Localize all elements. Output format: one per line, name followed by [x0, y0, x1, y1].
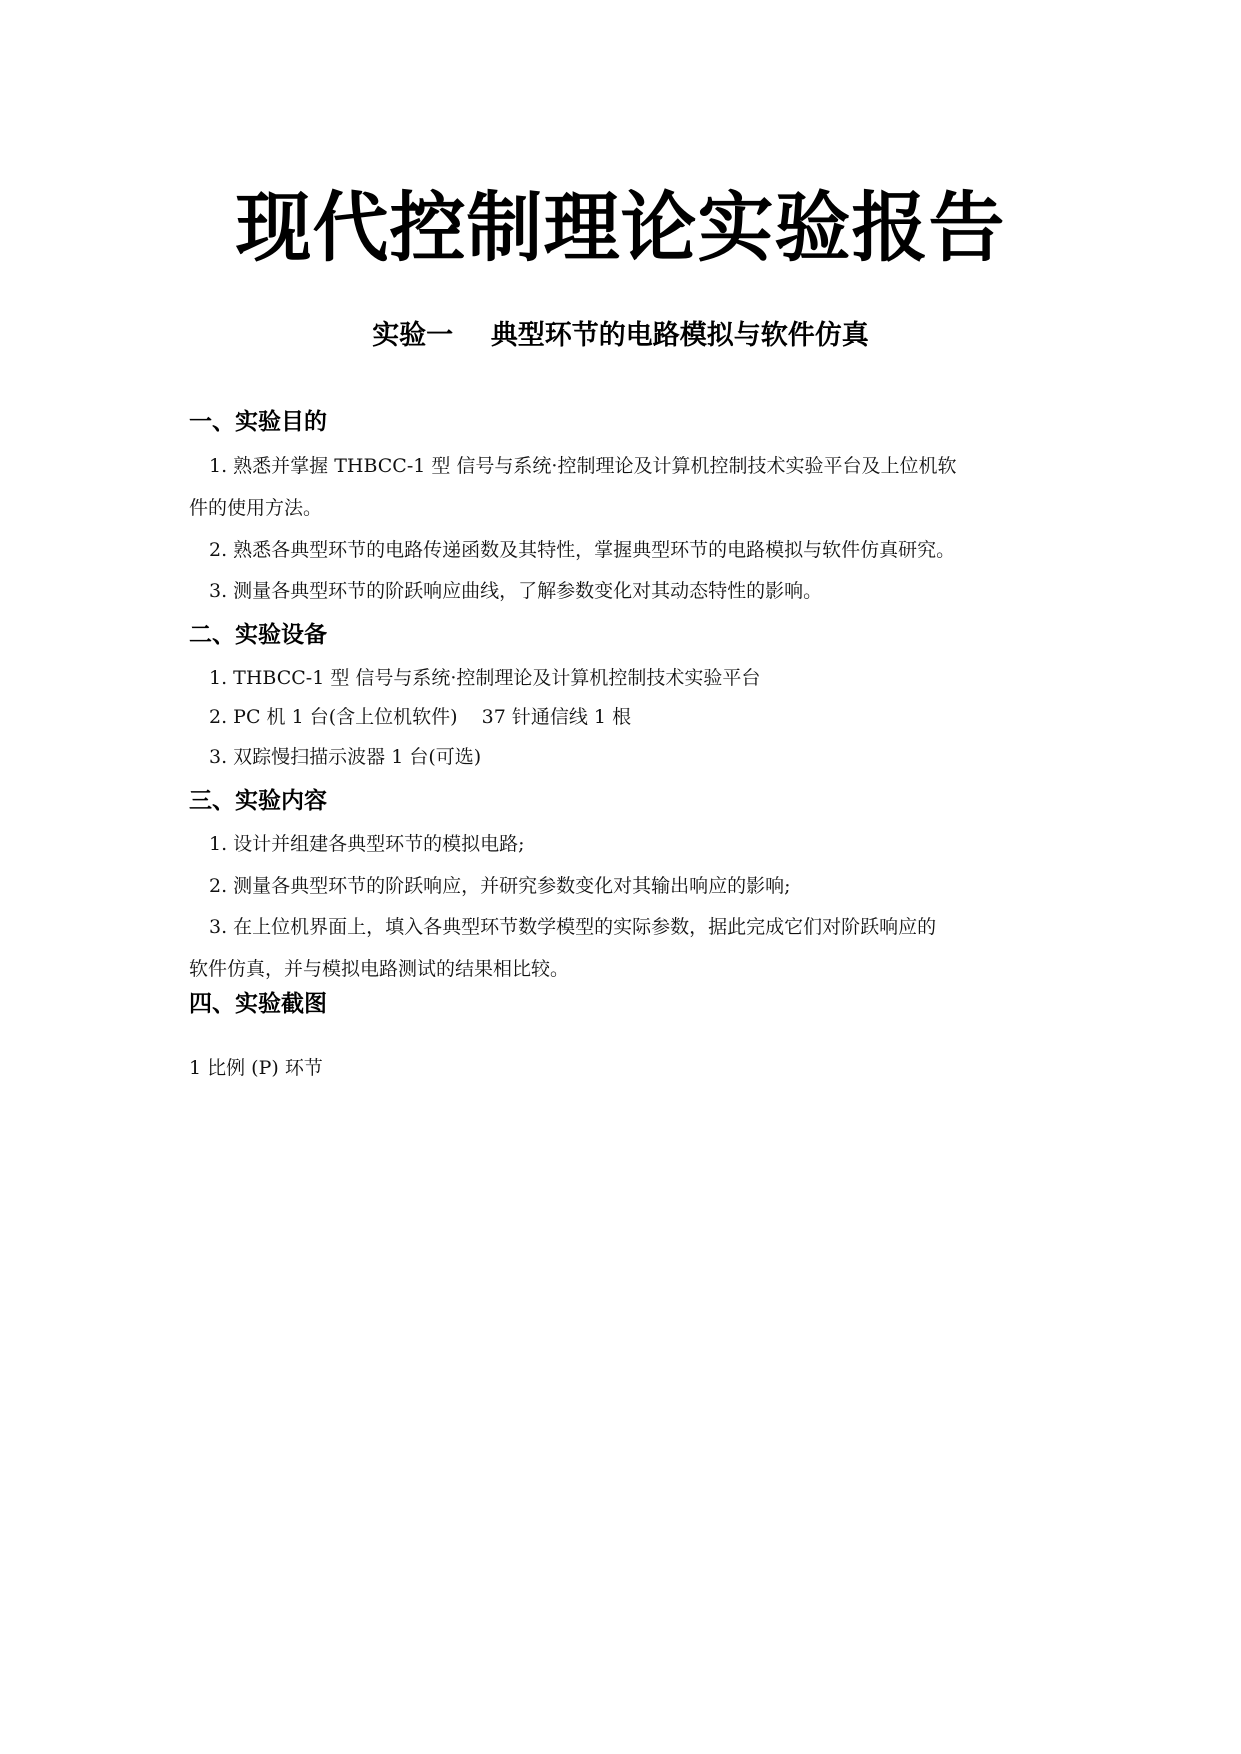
content-line: 软件仿真，并与模拟电路测试的结果相比较。 [189, 958, 570, 980]
page-title: 现代控制理论实验报告 [235, 183, 1006, 272]
content-line: 2. 测量各典型环节的阶跃响应，并研究参数变化对其输出响应的影响; [209, 875, 791, 897]
section-heading-purpose: 一、实验目的 [189, 409, 327, 435]
experiment-subtitle: 实验一 典型环节的电路模拟与软件仿真 [372, 320, 869, 351]
purpose-line: 3. 测量各典型环节的阶跃响应曲线，了解参数变化对其动态特性的影响。 [209, 580, 823, 602]
section-heading-content: 三、实验内容 [189, 788, 327, 814]
purpose-line: 1. 熟悉并掌握 THBCC-1 型 信号与系统·控制理论及计算机控制技术实验平台及上位机软 [209, 455, 957, 477]
equipment-line: 3. 双踪慢扫描示波器 1 台(可选) [209, 746, 482, 768]
screenshot-caption: 1 比例 (P) 环节 [189, 1057, 323, 1079]
content-line: 3. 在上位机界面上，填入各典型环节数学模型的实际参数，据此完成它们对阶跃响应的 [209, 916, 937, 938]
purpose-line: 2. 熟悉各典型环节的电路传递函数及其特性，掌握典型环节的电路模拟与软件仿真研究。 [209, 539, 956, 561]
equipment-line: 1. THBCC-1 型 信号与系统·控制理论及计算机控制技术实验平台 [209, 667, 761, 689]
section-heading-screenshots: 四、实验截图 [189, 991, 327, 1017]
equipment-line: 2. PC 机 1 台(含上位机软件) 37 针通信线 1 根 [209, 706, 632, 728]
section-heading-equipment: 二、实验设备 [189, 622, 327, 648]
purpose-line: 件的使用方法。 [189, 497, 323, 519]
content-line: 1. 设计并组建各典型环节的模拟电路; [209, 833, 525, 855]
